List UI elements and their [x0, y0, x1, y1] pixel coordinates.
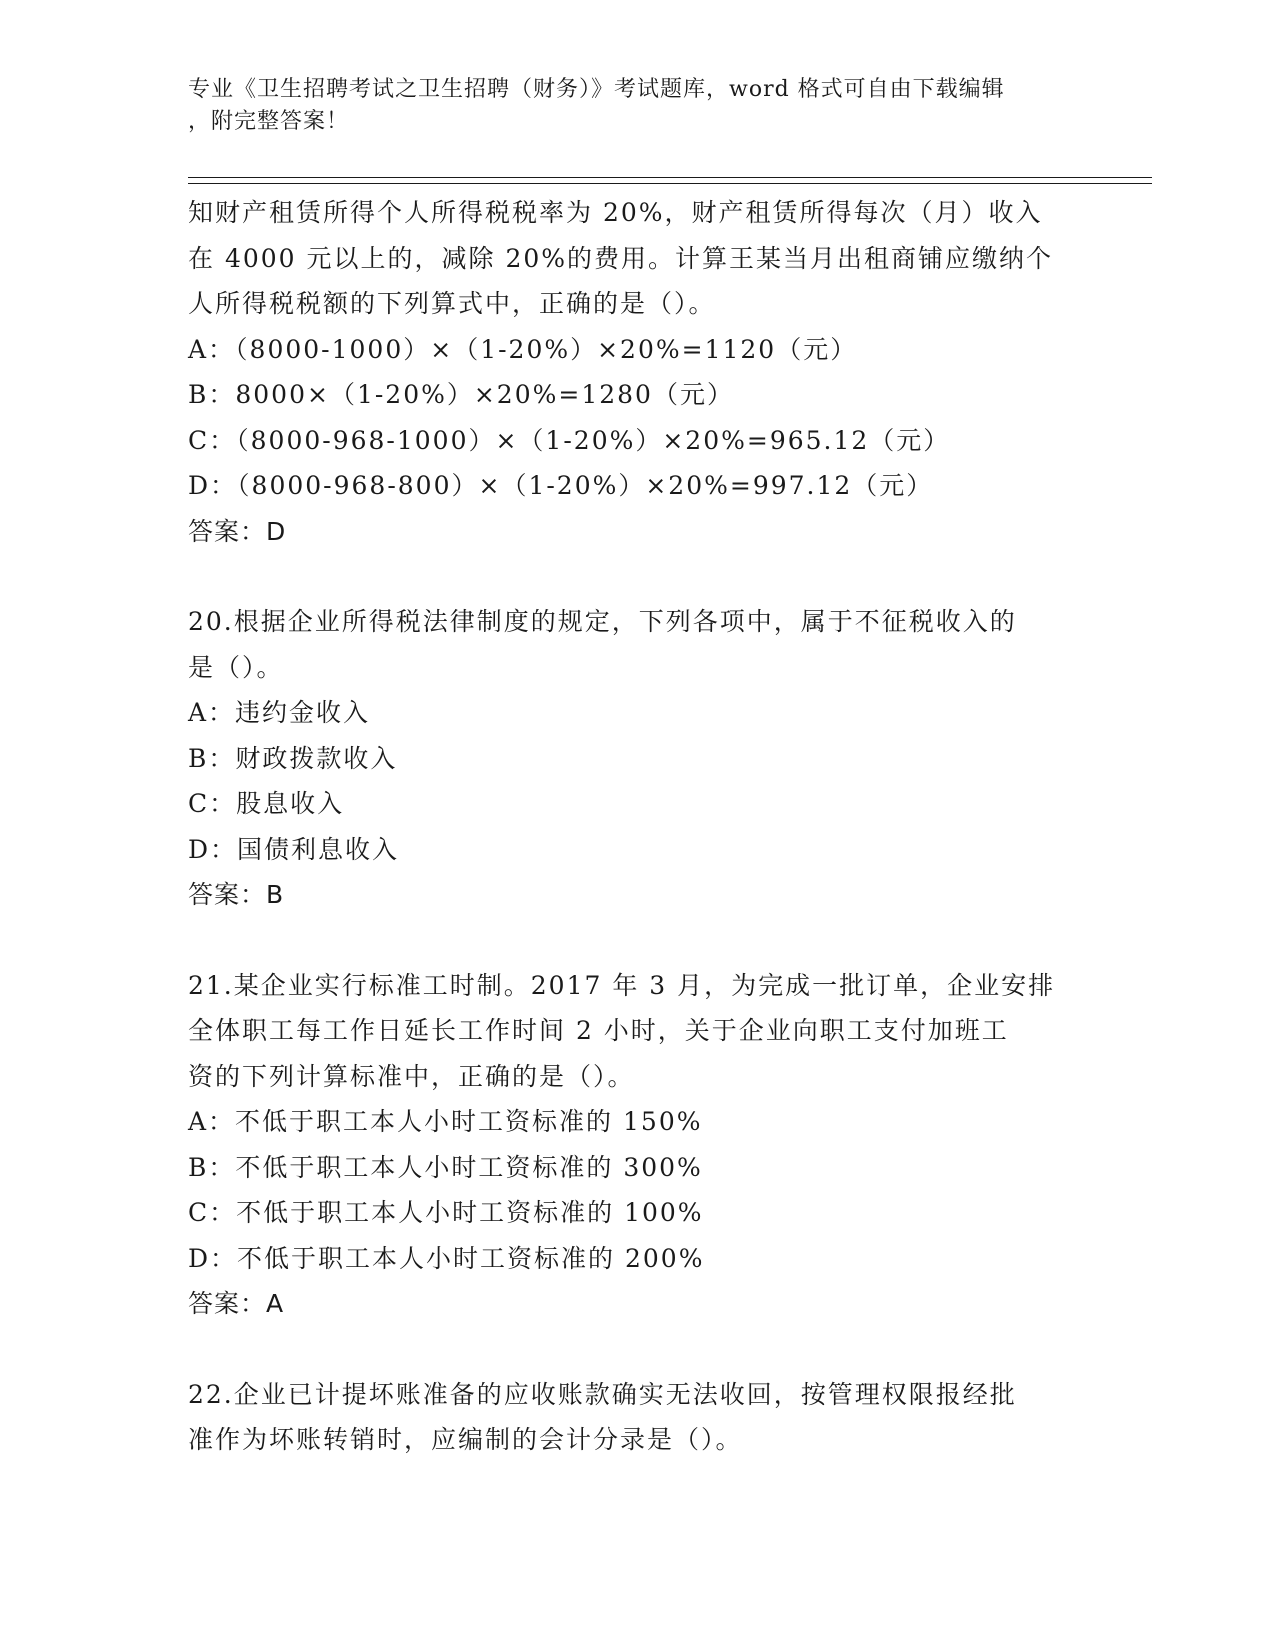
question-21-text-line3: 资的下列计算标准中，正确的是（）。	[188, 1061, 635, 1091]
header-divider-bottom	[188, 183, 1152, 184]
question-21-option-a: A：不低于职工本人小时工资标准的 150%	[188, 1107, 703, 1136]
question-20-text-line1: 20.根据企业所得税法律制度的规定，下列各项中，属于不征税收入的	[188, 607, 1017, 636]
header-divider-top	[188, 177, 1152, 178]
question-22-text-line1: 22.企业已计提坏账准备的应收账款确实无法收回，按管理权限报经批	[188, 1379, 1017, 1409]
question-21-option-d: D：不低于职工本人小时工资标准的 200%	[188, 1243, 705, 1273]
question-19-text-line2: 在 4000 元以上的，减除 20%的费用。计算王某当月出租商铺应缴纳个	[188, 243, 1054, 273]
question-20-text-line2: 是（）。	[188, 652, 284, 682]
question-21-answer: 答案：A	[188, 1289, 285, 1318]
spacer	[188, 554, 1088, 599]
spacer	[188, 918, 1088, 963]
document-body	[188, 190, 1088, 1463]
question-22	[188, 1372, 1088, 1463]
question-21-option-c: C：不低于职工本人小时工资标准的 100%	[188, 1198, 704, 1227]
question-19-answer: 答案：D	[188, 516, 287, 546]
question-20	[188, 599, 1088, 918]
question-20-option-d: D：国债利息收入	[188, 834, 400, 864]
question-20-option-a: A：违约金收入	[188, 698, 371, 727]
question-21-text-line2: 全体职工每工作日延长工作时间 2 小时，关于企业向职工支付加班工	[188, 1016, 1009, 1045]
question-19	[188, 190, 1088, 554]
question-19-text-line3: 人所得税税额的下列算式中，正确的是（）。	[188, 289, 716, 318]
question-21	[188, 963, 1088, 1327]
question-19-option-b: B：8000×（1-20%）×20%=1280（元）	[188, 380, 734, 409]
question-19-option-d: D：（8000-968-800）×（1-20%）×20%=997.12（元）	[188, 471, 934, 500]
question-20-option-c: C：股息收入	[188, 789, 345, 818]
question-21-option-b: B：不低于职工本人小时工资标准的 300%	[188, 1152, 703, 1182]
question-20-option-b: B：财政拨款收入	[188, 743, 398, 773]
header-title-line2: ，附完整答案！	[188, 109, 350, 134]
question-21-text-line1: 21.某企业实行标准工时制。2017 年 3 月，为完成一批订单，企业安排	[188, 970, 1056, 1000]
question-20-answer: 答案：B	[188, 880, 285, 909]
document-header	[188, 74, 1088, 138]
spacer	[188, 1327, 1088, 1372]
question-22-text-line2: 准作为坏账转销时，应编制的会计分录是（）。	[188, 1425, 743, 1454]
question-19-text-line1: 知财产租赁所得个人所得税税率为 20%，财产租赁所得每次（月）收入	[188, 198, 1043, 227]
question-19-option-a: A：（8000-1000）×（1-20%）×20%=1120（元）	[188, 334, 858, 364]
header-title-line1: 专业《卫生招聘考试之卫生招聘（财务）》考试题库，word 格式可自由下载编辑	[188, 77, 1005, 102]
question-19-option-c: C：（8000-968-1000）×（1-20%）×20%=965.12（元）	[188, 425, 951, 455]
